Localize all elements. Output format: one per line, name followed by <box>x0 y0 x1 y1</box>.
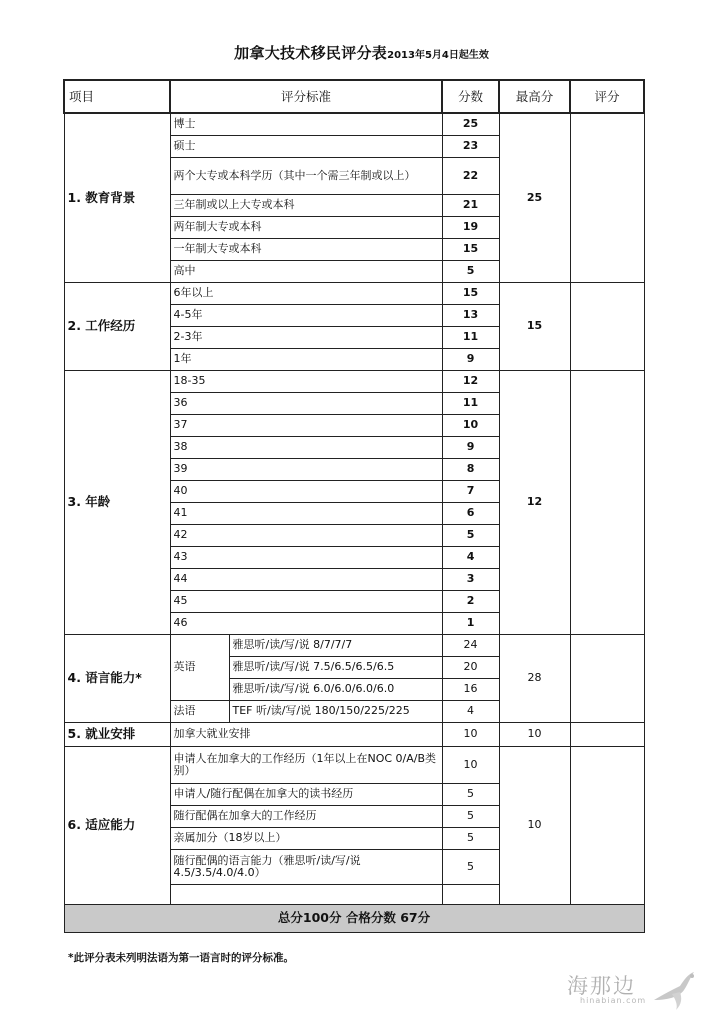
criteria-cell: 1年 <box>170 348 442 370</box>
header-item: 项目 <box>64 80 170 113</box>
points-cell: 7 <box>442 480 499 502</box>
score-education[interactable] <box>570 113 644 282</box>
points-cell: 11 <box>442 326 499 348</box>
max-language: 28 <box>499 634 570 722</box>
criteria-cell: 6年以上 <box>170 282 442 304</box>
section-work: 2. 工作经历 <box>64 282 170 370</box>
watermark-url: hinabian.com <box>580 996 647 1005</box>
points-cell: 5 <box>442 849 499 884</box>
header-score: 评分 <box>570 80 644 113</box>
points-cell: 10 <box>442 722 499 746</box>
score-employment[interactable] <box>570 722 644 746</box>
points-cell: 3 <box>442 568 499 590</box>
score-adaptability[interactable] <box>570 746 644 904</box>
criteria-cell: 博士 <box>170 113 442 135</box>
criteria-cell: 46 <box>170 612 442 634</box>
points-cell: 23 <box>442 135 499 157</box>
criteria-cell: 39 <box>170 458 442 480</box>
points-cell: 15 <box>442 238 499 260</box>
total-row <box>64 904 644 932</box>
criteria-cell: 随行配偶的语言能力（雅思听/读/写/说 4.5/3.5/4.0/4.0） <box>170 849 442 884</box>
points-cell: 4 <box>442 700 499 722</box>
points-cell: 22 <box>442 157 499 194</box>
points-cell: 8 <box>442 458 499 480</box>
total-text: 总分100分 合格分数 67分 <box>64 904 644 932</box>
points-cell: 5 <box>442 524 499 546</box>
criteria-cell: TEF 听/读/写/说 180/150/225/225 <box>229 700 442 722</box>
score-table <box>63 79 645 933</box>
criteria-cell: 38 <box>170 436 442 458</box>
points-cell: 15 <box>442 282 499 304</box>
empty-points-cell <box>442 884 499 904</box>
max-adaptability: 10 <box>499 746 570 904</box>
points-cell: 10 <box>442 746 499 783</box>
header-criteria: 评分标准 <box>170 80 442 113</box>
table-row <box>64 722 644 746</box>
criteria-cell: 两个大专或本科学历（其中一个需三年制或以上） <box>170 157 442 194</box>
points-cell: 5 <box>442 260 499 282</box>
title-effective-date: 2013年5月4日起生效 <box>387 50 489 61</box>
criteria-cell: 4-5年 <box>170 304 442 326</box>
watermark-text: 海那边 <box>567 974 636 998</box>
table-row <box>64 634 644 656</box>
points-cell: 11 <box>442 392 499 414</box>
points-cell: 25 <box>442 113 499 135</box>
points-cell: 6 <box>442 502 499 524</box>
criteria-cell: 43 <box>170 546 442 568</box>
points-cell: 10 <box>442 414 499 436</box>
section-education: 1. 教育背景 <box>64 113 170 282</box>
max-education: 25 <box>499 113 570 282</box>
points-cell: 1 <box>442 612 499 634</box>
criteria-cell: 三年制或以上大专或本科 <box>170 194 442 216</box>
points-cell: 9 <box>442 436 499 458</box>
points-cell: 24 <box>442 634 499 656</box>
criteria-cell: 随行配偶在加拿大的工作经历 <box>170 805 442 827</box>
table-row <box>64 370 644 392</box>
points-cell: 20 <box>442 656 499 678</box>
criteria-cell: 申请人在加拿大的工作经历（1年以上在NOC 0/A/B类别） <box>170 746 442 783</box>
section-age: 3. 年龄 <box>64 370 170 634</box>
points-cell: 5 <box>442 827 499 849</box>
criteria-cell: 42 <box>170 524 442 546</box>
table-row <box>64 113 644 135</box>
criteria-cell: 雅思听/读/写/说 8/7/7/7 <box>229 634 442 656</box>
header-points: 分数 <box>442 80 499 113</box>
points-cell: 12 <box>442 370 499 392</box>
page-title <box>0 42 723 63</box>
criteria-cell: 硕士 <box>170 135 442 157</box>
max-age: 12 <box>499 370 570 634</box>
language-french-label: 法语 <box>170 700 229 722</box>
header-max: 最高分 <box>499 80 570 113</box>
points-cell: 19 <box>442 216 499 238</box>
criteria-cell: 申请人/随行配偶在加拿大的读书经历 <box>170 783 442 805</box>
criteria-cell: 两年制大专或本科 <box>170 216 442 238</box>
score-age[interactable] <box>570 370 644 634</box>
section-employment: 5. 就业安排 <box>64 722 170 746</box>
score-language[interactable] <box>570 634 644 722</box>
points-cell: 4 <box>442 546 499 568</box>
criteria-cell: 加拿大就业安排 <box>170 722 442 746</box>
bird-logo-icon <box>650 966 700 1012</box>
criteria-cell: 40 <box>170 480 442 502</box>
criteria-cell: 高中 <box>170 260 442 282</box>
criteria-cell: 41 <box>170 502 442 524</box>
points-cell: 13 <box>442 304 499 326</box>
criteria-cell: 45 <box>170 590 442 612</box>
points-cell: 2 <box>442 590 499 612</box>
table-row <box>64 746 644 783</box>
points-cell: 5 <box>442 805 499 827</box>
criteria-cell: 一年制大专或本科 <box>170 238 442 260</box>
points-cell: 21 <box>442 194 499 216</box>
section-adaptability: 6. 适应能力 <box>64 746 170 904</box>
points-cell: 9 <box>442 348 499 370</box>
criteria-cell: 2-3年 <box>170 326 442 348</box>
criteria-cell: 雅思听/读/写/说 7.5/6.5/6.5/6.5 <box>229 656 442 678</box>
table-row <box>64 282 644 304</box>
max-work: 15 <box>499 282 570 370</box>
footnote: *此评分表未列明法语为第一语言时的评分标准。 <box>68 952 294 964</box>
title-main: 加拿大技术移民评分表 <box>234 44 388 62</box>
criteria-cell: 37 <box>170 414 442 436</box>
empty-criteria-cell <box>170 884 442 904</box>
criteria-cell: 18-35 <box>170 370 442 392</box>
points-cell: 5 <box>442 783 499 805</box>
criteria-cell: 36 <box>170 392 442 414</box>
max-employment: 10 <box>499 722 570 746</box>
score-work[interactable] <box>570 282 644 370</box>
criteria-cell: 44 <box>170 568 442 590</box>
criteria-cell: 雅思听/读/写/说 6.0/6.0/6.0/6.0 <box>229 678 442 700</box>
criteria-cell: 亲属加分（18岁以上） <box>170 827 442 849</box>
table-header <box>64 80 644 113</box>
section-language: 4. 语言能力* <box>64 634 170 722</box>
language-english-label: 英语 <box>170 634 229 700</box>
points-cell: 16 <box>442 678 499 700</box>
